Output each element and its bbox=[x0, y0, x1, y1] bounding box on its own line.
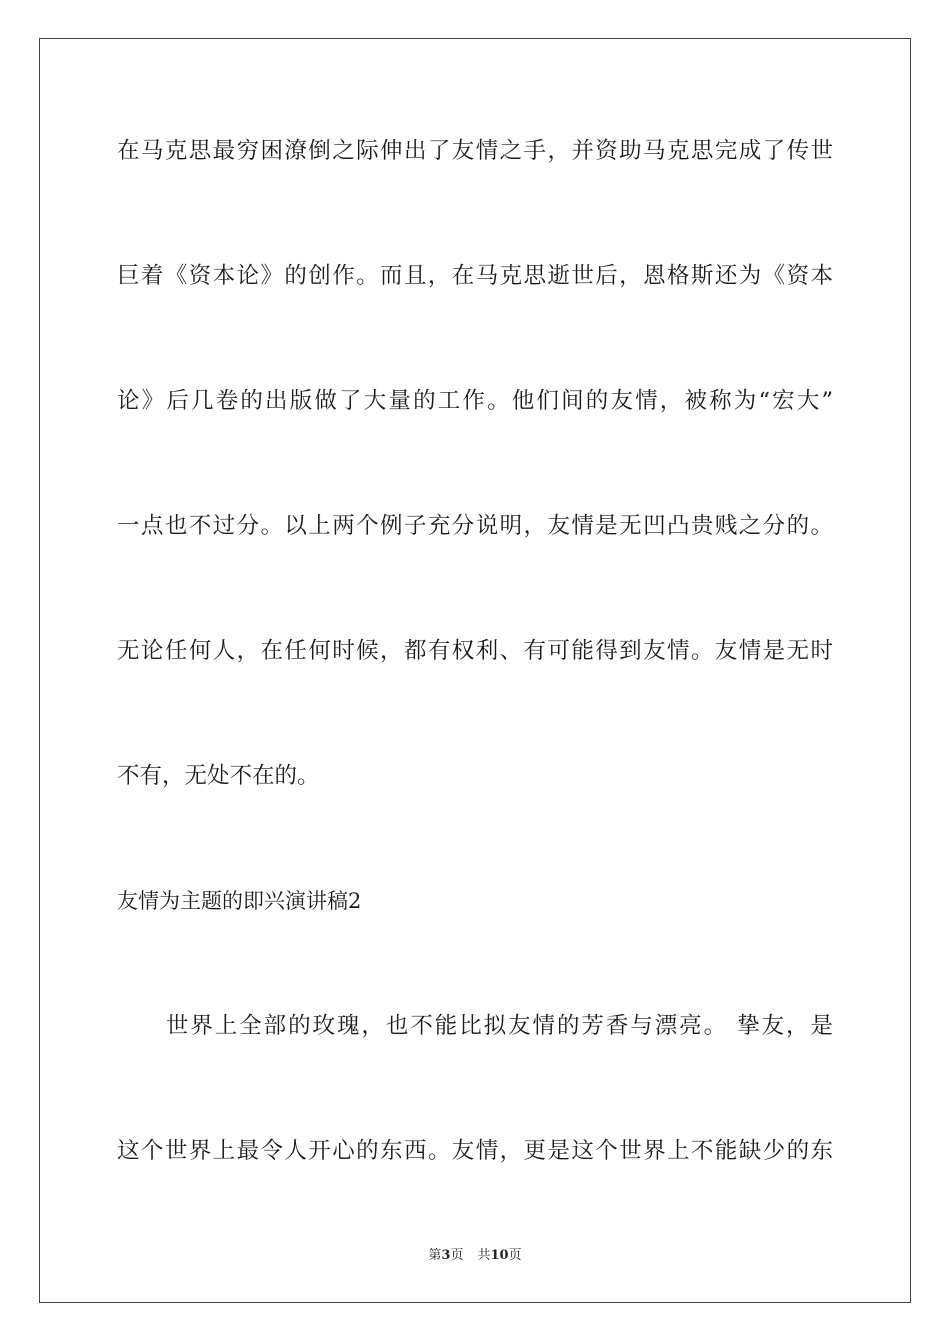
total-prefix: 共 bbox=[477, 1248, 491, 1263]
body-text-line: 在马克思最穷困潦倒之际伸出了友情之手，并资助马克思完成了传世 bbox=[117, 138, 833, 164]
body-text-line: 一点也不过分。以上两个例子充分说明，友情是无凹凸贵贱之分的。 bbox=[117, 513, 833, 539]
section-heading: 友情为主题的即兴演讲稿2 bbox=[117, 889, 362, 913]
body-text-line: 巨着《资本论》的创作。而且，在马克思逝世后，恩格斯还为《资本 bbox=[117, 263, 833, 289]
total-suffix: 页 bbox=[508, 1248, 522, 1263]
page-prefix: 第 bbox=[428, 1248, 442, 1263]
body-text-line: 无论任何人，在任何时候，都有权利、有可能得到友情。友情是无时 bbox=[117, 638, 833, 664]
body-text-line: 论》后几卷的出版做了大量的工作。他们间的友情，被称为“宏大” bbox=[117, 388, 833, 414]
page-footer bbox=[0, 1247, 950, 1265]
page-border bbox=[39, 38, 911, 1303]
body-text-line: 世界上全部的玫瑰，也不能比拟友情的芳香与漂亮。 挚友，是 bbox=[117, 1013, 833, 1039]
body-text-line: 不有，无处不在的。 bbox=[117, 763, 320, 789]
page-current-number: 3 bbox=[441, 1248, 451, 1263]
page-total-number: 10 bbox=[490, 1248, 509, 1263]
page-suffix: 页 bbox=[450, 1248, 464, 1263]
body-text-line: 这个世界上最令人开心的东西。友情，更是这个世界上不能缺少的东 bbox=[117, 1138, 833, 1164]
